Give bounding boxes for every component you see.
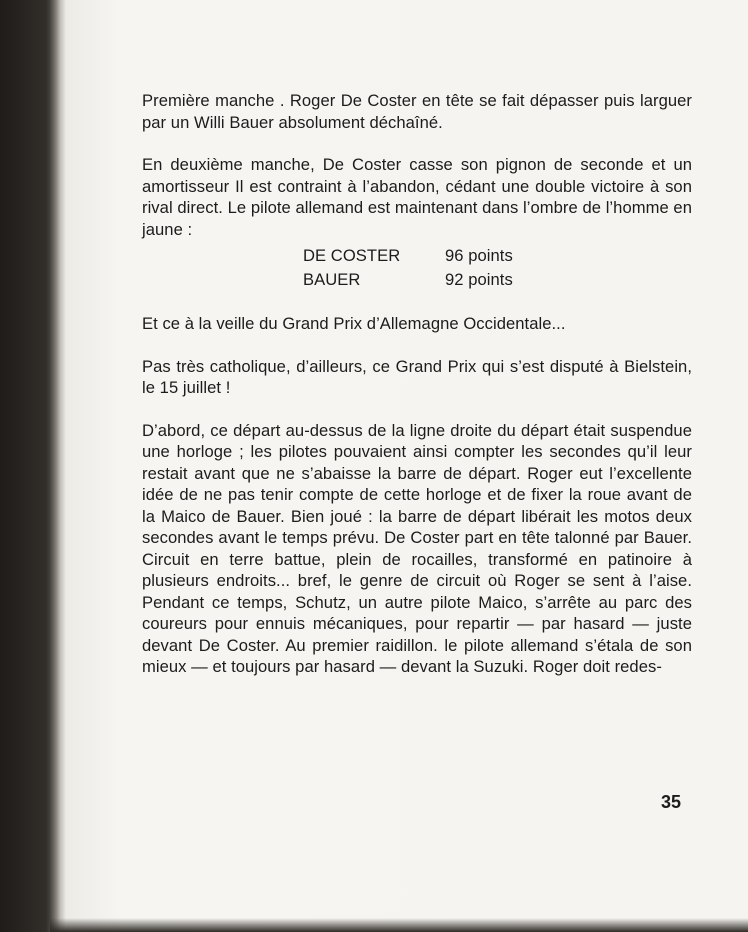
paragraph-second-heat: En deuxième manche, De Coster casse son pignon de seconde et un amortisseur Il est contraint à l’abandon, cédant une double victoire à son rival direct. Le pilote allemand est maintenant dans l’ombre de l’homme en jaune : <box>142 155 692 239</box>
page-number: 35 <box>661 792 682 812</box>
page-bottom-edge <box>50 918 748 932</box>
book-binding-shadow <box>0 0 60 932</box>
rider-name: BAUER <box>303 270 361 290</box>
rider-points: 92 points <box>445 270 513 290</box>
page-text <box>142 90 692 699</box>
standings-row <box>303 268 563 292</box>
standings-row <box>303 244 563 268</box>
paragraph-bielstein: Pas très catholique, d’ailleurs, ce Grand Prix qui s’est disputé à Bielstein, le 15 juillet ! <box>142 356 692 397</box>
rider-points: 96 points <box>445 246 513 266</box>
paragraph-start-story: D’abord, ce départ au-dessus de la ligne droite du départ était suspendue une horloge ; les pilotes pouvaient ainsi compter les secondes qu’il leur restait avant que ne s’abaisse la barre de départ. Roger eut l’excellente idée de ne pas tenir compte de cette horloge et de fixer la roue avant de la Maico de Bauer. Bien joué : la barre de départ libérait les motos deux secondes avant le temps prévu. De Coster part en tête talonné par Bauer. Circuit en terre battue, plein de rocailles, transformé en patinoire à plusieurs endroits... bref, le genre de circuit où Roger se sent à l’aise. Pendant ce temps, Schutz, un autre pilote Maico, s’arrête au parc des coureurs pour ennuis mécaniques, pour repartir — par hasard — juste devant De Coster. Au premier raidillon. le pilote allemand s’étala de son mieux — et toujours par hasard — devant la Suzuki. Roger doit redes- <box>142 420 692 676</box>
standings-table <box>303 244 563 292</box>
paragraph-first-heat: Première manche . Roger De Coster en tête se fait dépasser puis larguer par un Willi Bauer absolument déchaîné. <box>142 91 692 132</box>
paragraph-eve-of-gp: Et ce à la veille du Grand Prix d’Allemagne Occidentale... <box>142 314 566 333</box>
rider-name: DE COSTER <box>303 246 401 266</box>
